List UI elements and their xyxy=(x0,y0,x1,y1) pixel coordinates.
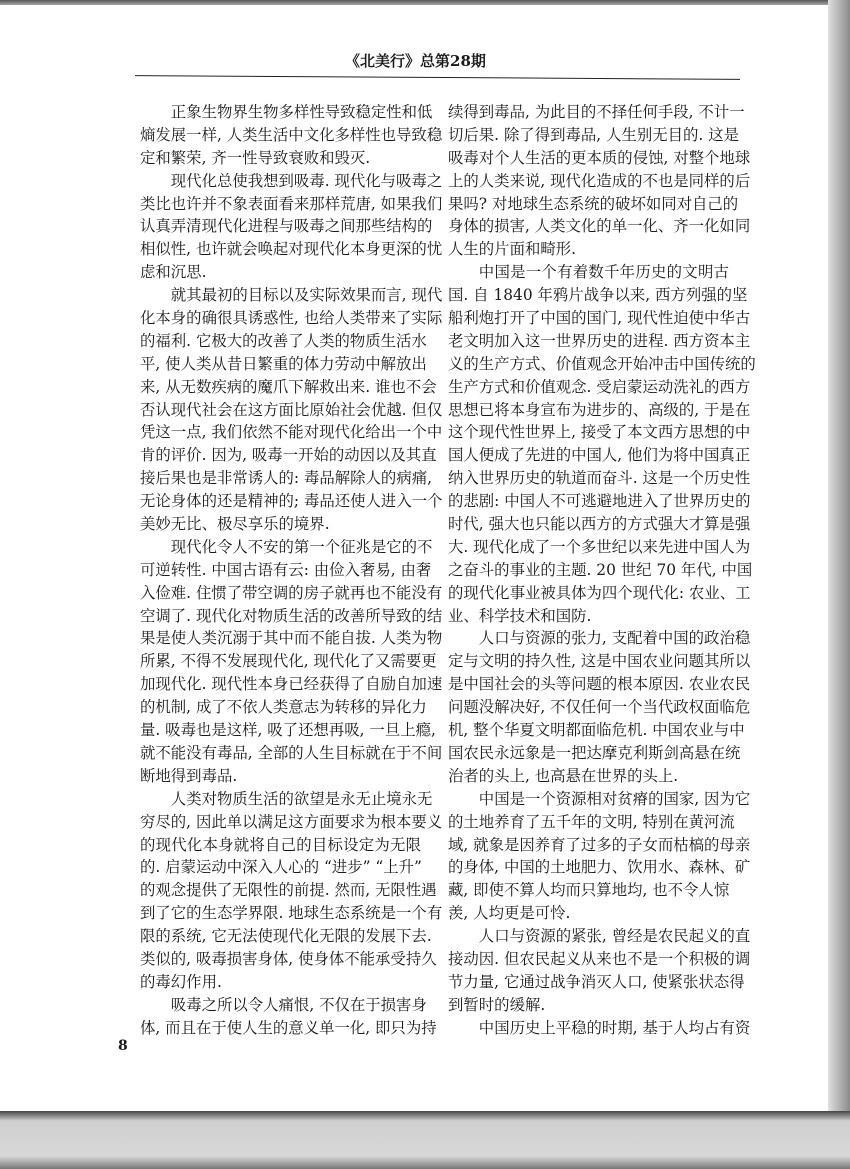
text-line: 限的系统, 它无法使现代化无限的发展下去. xyxy=(140,927,432,946)
text-line: 相似性, 也许就会唤起对现代化本身更深的忧 xyxy=(140,240,443,259)
text-line: 加现代化. 现代性本身已经获得了自励自加速 xyxy=(140,675,443,694)
text-line: 化本身的确很具诱惑性, 也给人类带来了实际 xyxy=(140,309,443,328)
paragraph xyxy=(448,925,751,1017)
text-line: 正象生物界生物多样性导致稳定性和低 xyxy=(170,103,433,121)
text-line: 断地得到毒品. xyxy=(140,766,238,785)
text-line: 国人便成了先进的中国人, 他们为将中国真正 xyxy=(448,446,751,465)
text-line: 身体的损害, 人类文化的单一化、齐一化如同 xyxy=(448,217,751,236)
text-line: 业、科学技术和国防. xyxy=(448,606,592,625)
text-line: 果是使人类沉溺于其中而不能自拔. 人类为物 xyxy=(140,629,443,648)
text-line: 的机制, 成了不依人类意志为转移的异化力 xyxy=(140,698,427,717)
page-number: 8 xyxy=(118,1038,128,1054)
scan-right-edge xyxy=(828,0,850,1169)
text-line: 量. 吸毒也是这样, 吸了还想再吸, 一旦上瘾, xyxy=(140,721,436,740)
text-line: 之奋斗的事业的主题. 20 世纪 70 年代, 中国 xyxy=(448,560,753,579)
text-line: 否认现代社会在这方面比原始社会优越. 但仅 xyxy=(140,400,443,419)
paragraph xyxy=(140,284,443,536)
text-line: 空调了. 现代化对物质生活的改善所导致的结 xyxy=(140,606,443,625)
paragraph xyxy=(448,788,751,925)
text-line: 治者的头上, 也高悬在世界的头上. xyxy=(448,766,679,785)
text-line: 定和繁荣, 齐一性导致衰败和毁灭. xyxy=(140,148,371,167)
paragraph xyxy=(448,101,751,261)
text-line: 问题没解决好, 不仅任何一个当代政权面临危 xyxy=(448,698,751,717)
text-line: 人口与资源的张力, 支配着中国的政治稳 xyxy=(478,629,751,648)
text-line: 类比也许并不象表面看来那样荒唐, 如果我们 xyxy=(140,194,443,213)
text-line: 中国是一个有着数千年历史的文明古 xyxy=(478,263,729,282)
text-line: 吸毒对个人生活的更本质的侵蚀, 对整个地球 xyxy=(448,148,751,167)
text-line: 国. 自 1840 年鸦片战争以来, 西方列强的坚 xyxy=(448,286,748,305)
text-line: 的悲剧: 中国人不可逃避地进入了世界历史的 xyxy=(448,492,751,511)
text-line: 凭这一点, 我们依然不能对现代化给出一个中 xyxy=(140,423,443,442)
running-header: 《北美行》总第28期 xyxy=(345,52,486,70)
text-line: 果吗? 对地球生态系统的破坏如同对自己的 xyxy=(448,194,739,213)
text-line: 到暂时的缓解. xyxy=(448,995,546,1014)
text-line: 的现代化事业被具体为四个现代化: 农业、工 xyxy=(448,583,751,602)
text-line: 所累, 不得不发展现代化, 现代化了又需要更 xyxy=(140,652,437,671)
text-line: 接动因. 但农民起义从来也不是一个积极的调 xyxy=(448,949,751,968)
text-line: 虑和沉思. xyxy=(140,263,207,282)
text-line: 藏, 即使不算人均而只算地均, 也不令人惊 xyxy=(448,881,730,900)
text-line: 吸毒之所以令人痛恨, 不仅在于损害身 xyxy=(170,995,427,1014)
text-line: 的毒幻作用. xyxy=(140,972,222,991)
left-column xyxy=(140,101,443,1040)
text-line: 穷尽的, 因此单以满足这方面要求为根本要义 xyxy=(140,812,443,831)
text-line: 现代化令人不安的第一个征兆是它的不 xyxy=(170,537,433,556)
text-line: 认真弄清现代化进程与吸毒之间那些结构的 xyxy=(140,217,433,236)
scan-bottom-edge xyxy=(0,1111,850,1169)
paragraph xyxy=(140,101,443,170)
text-line: 老文明加入这一世界历史的进程. 西方资本主 xyxy=(448,331,751,350)
text-line: 续得到毒品, 为此目的不择任何手段, 不计一 xyxy=(448,103,745,121)
text-line: 就其最初的目标以及实际效果而言, 现代 xyxy=(170,286,443,305)
paragraph xyxy=(140,536,443,788)
text-line: 来, 从无数疾病的魔爪下解救出来. 谁也不会 xyxy=(140,377,437,396)
text-line: 无论身体的还是精神的; 毒品还使人进入一个 xyxy=(140,492,443,511)
text-line: 定与文明的持久性, 这是中国农业问题其所以 xyxy=(448,652,751,671)
text-line: 人口与资源的紧张, 曾经是农民起义的直 xyxy=(478,927,751,946)
text-line: 类似的, 吸毒损害身体, 使身体不能承受持久 xyxy=(140,949,437,968)
text-line: 到了它的生态学界限. 地球生态系统是一个有 xyxy=(140,904,443,923)
text-line: 是中国社会的头等问题的根本原因. 农业农民 xyxy=(448,675,751,694)
text-line: 时代, 强大也只能以西方的方式强大才算是强 xyxy=(448,515,751,534)
text-line: 羡, 人均更是可怜. xyxy=(448,904,571,923)
text-line: 入俭难. 住惯了带空调的房子就再也不能没有 xyxy=(140,583,443,602)
text-line: 接后果也是非常诱人的: 毒品解除人的病痛, xyxy=(140,469,433,488)
text-line: 中国是一个资源相对贫瘠的国家, 因为它 xyxy=(478,789,751,808)
text-line: 现代化总使我想到吸毒. 现代化与吸毒之 xyxy=(170,171,443,190)
text-line: 义的生产方式、价值观念开始冲击中国传统的 xyxy=(448,354,756,373)
text-line: 中国历史上平稳的时期, 基于人均占有资 xyxy=(478,1018,751,1037)
paragraph xyxy=(448,627,751,787)
text-line: 人生的片面和畸形. xyxy=(448,240,577,259)
text-line: 的身体, 中国的土地肥力、饮用水、森林、矿 xyxy=(448,858,751,877)
text-line: 体, 而且在于使人生的意义单一化, 即只为持 xyxy=(140,1018,437,1037)
text-line: 机, 整个华夏文明都面临危机. 中国农业与中 xyxy=(448,721,745,740)
text-line: 船利炮打开了中国的国门, 现代性迫使中华古 xyxy=(448,309,751,328)
text-line: 的现代化本身就将自己的目标设定为无限 xyxy=(140,835,421,854)
text-line: 可逆转性. 中国古语有云: 由俭入奢易, 由奢 xyxy=(140,560,432,579)
text-line: 的福利. 它极大的改善了人类的物质生活水 xyxy=(140,331,427,350)
paragraph xyxy=(140,170,443,284)
text-line: 肯的评价. 因为, 吸毒一开始的动因以及其直 xyxy=(140,446,437,465)
text-line: 节力量, 它通过战争消灭人口, 使紧张状态得 xyxy=(448,972,745,991)
text-line: 的观念提供了无限性的前提. 然而, 无限性遇 xyxy=(140,881,437,900)
text-line: 就不能没有毒品, 全部的人生目标就在于不间 xyxy=(140,743,443,762)
text-line: 美妙无比、极尽享乐的境界. xyxy=(140,515,330,534)
text-line: 这个现代性世界上, 接受了本文西方思想的中 xyxy=(448,423,751,442)
text-line: 的土地养育了五千年的文明, 特别在黄河流 xyxy=(448,812,735,831)
text-line: 人类对物质生活的欲望是永无止境永无 xyxy=(170,789,433,808)
paragraph xyxy=(448,261,756,627)
text-line: 的. 启蒙运动中深入人心的 “进步” “上升” xyxy=(140,858,422,877)
text-line: 生产方式和价值观念. 受启蒙运动洗礼的西方 xyxy=(448,377,751,396)
paragraph xyxy=(448,1017,751,1040)
right-column xyxy=(448,101,756,1040)
paragraph xyxy=(140,994,437,1040)
text-line: 切后果. 除了得到毒品, 人生别无目的. 这是 xyxy=(448,125,739,144)
text-line: 上的人类来说, 现代化造成的不也是同样的后 xyxy=(448,171,751,190)
text-line: 思想已将本身宣布为进步的、高级的, 于是在 xyxy=(448,400,751,419)
text-line: 熵发展一样, 人类生活中文化多样性也导致稳 xyxy=(140,125,443,144)
text-line: 国农民永远象是一把达摩克利斯剑高悬在统 xyxy=(448,743,741,762)
text-line: 大. 现代化成了一个多世纪以来先进中国人为 xyxy=(448,537,751,556)
text-line: 纳入世界历史的轨道而奋斗. 这是一个历史性 xyxy=(448,469,751,488)
text-line: 域, 就象是因养育了过多的子女而枯槁的母亲 xyxy=(448,835,751,854)
text-line: 平, 使人类从昔日繁重的体力劳动中解放出 xyxy=(140,354,427,373)
paragraph xyxy=(140,788,443,994)
